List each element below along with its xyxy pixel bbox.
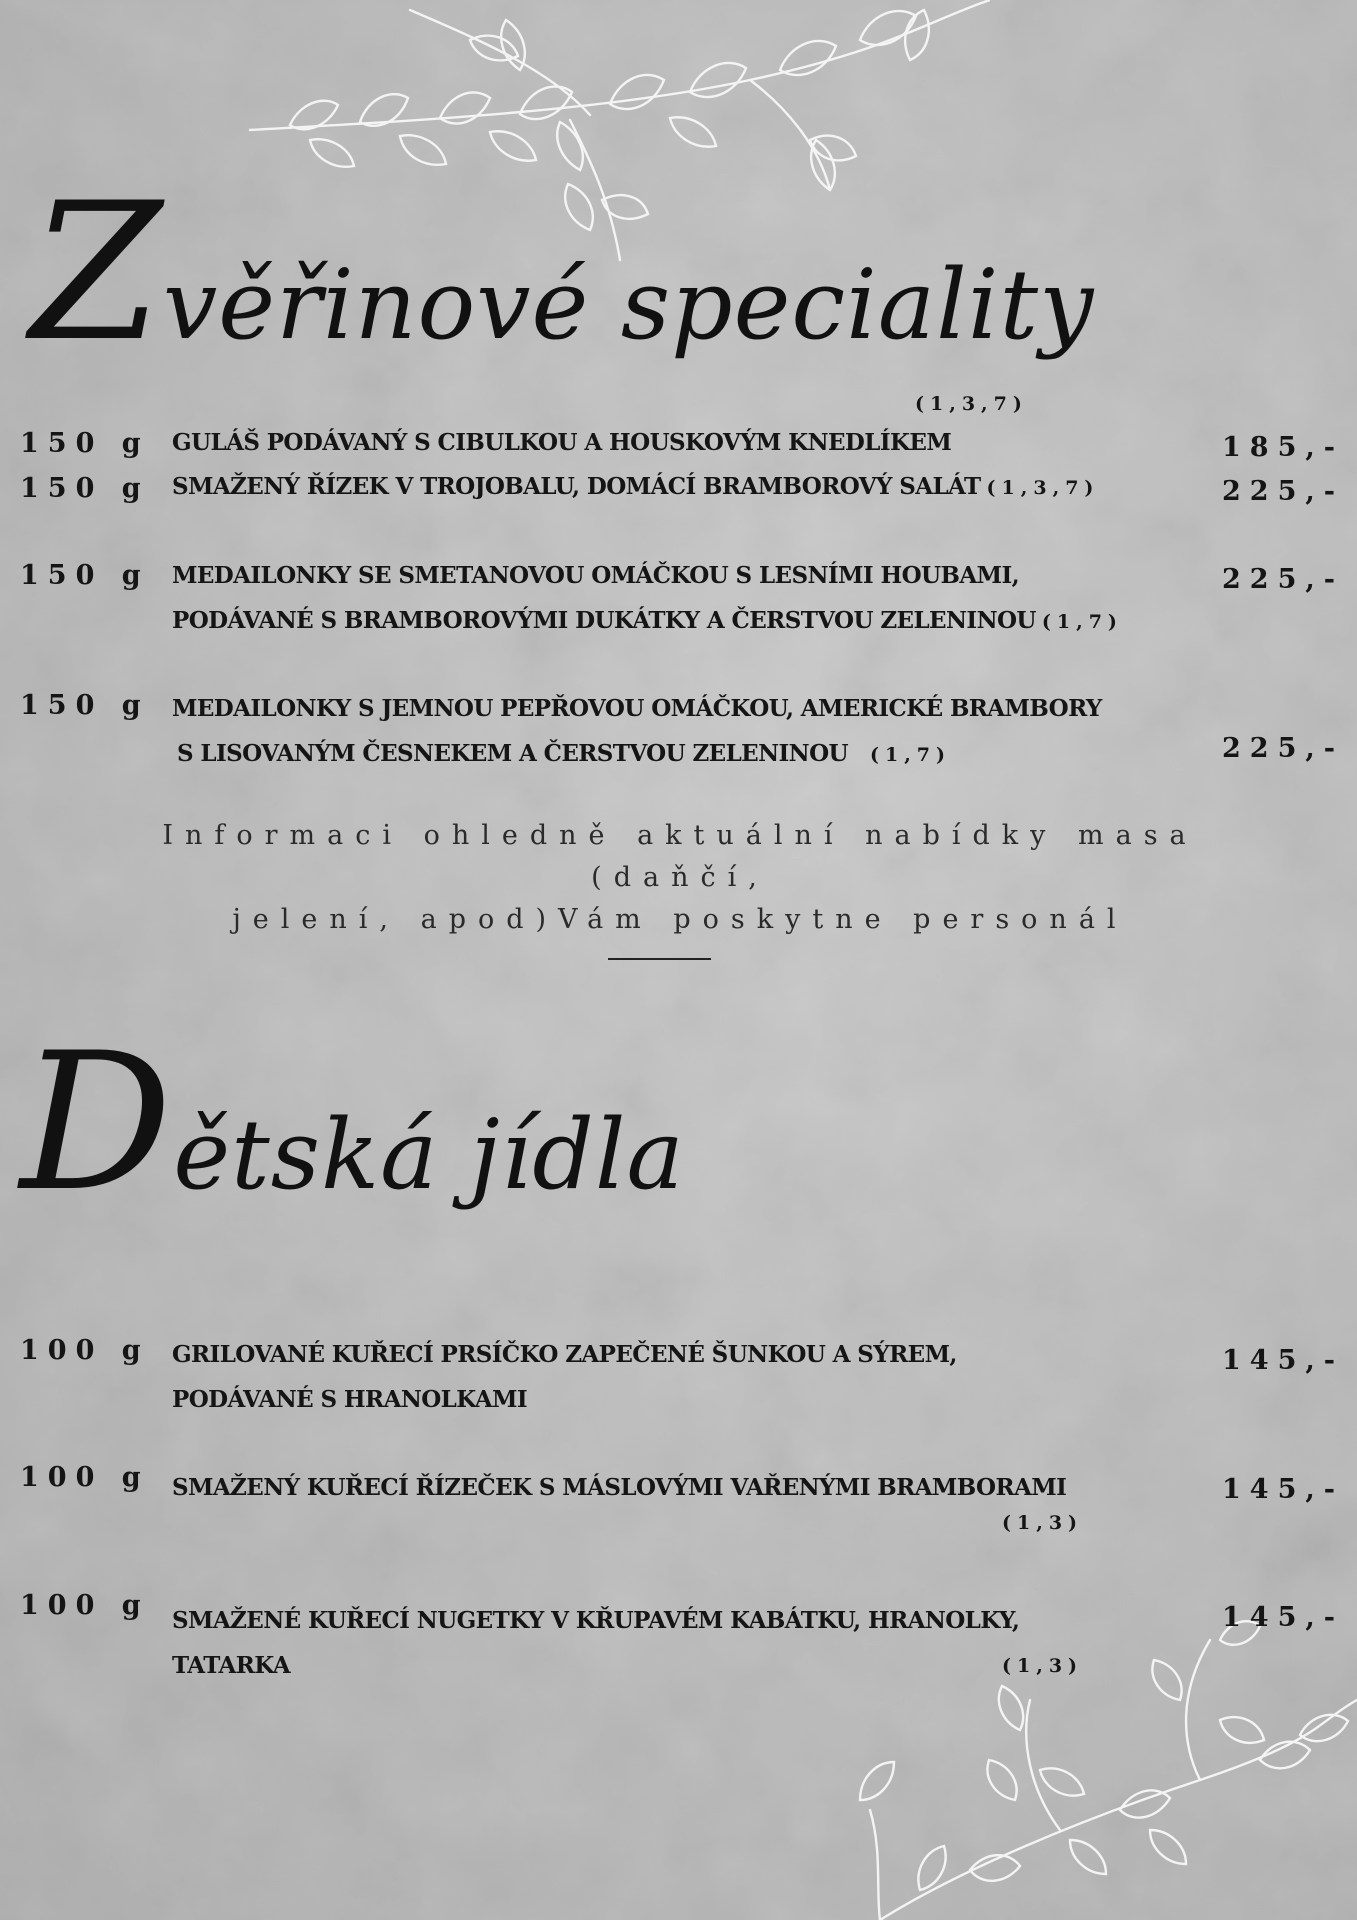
dish-name-line-1: GRILOVANÉ KUŘECÍ PRSÍČKO ZAPEČENÉ ŠUNKOU A SÝREM,	[172, 1341, 957, 1368]
title-initial: D	[20, 1012, 174, 1233]
item-weight: 150 g	[20, 560, 150, 591]
dish-name-line: PODÁVANÉ S BRAMBOROVÝMI DUKÁTKY A ČERSTVOU ZELENINOU	[172, 607, 1036, 634]
title-rest: věřinové speciality	[163, 249, 1095, 361]
note-line-2: jelení, apod)Vám poskytne personál	[232, 904, 1128, 935]
allergen-codes: (1,3)	[1002, 1655, 1084, 1677]
dish-name-line-2: TATARKA	[172, 1652, 290, 1679]
item-price: 145,-	[1222, 1602, 1344, 1633]
title-rest: ětská jídla	[173, 1099, 685, 1211]
dish-name: GULÁŠ PODÁVANÝ S CIBULKOU A HOUSKOVÝM KNEDLÍKEM	[172, 429, 952, 456]
item-price: 225,-	[1222, 564, 1344, 595]
meat-offer-note	[80, 815, 1280, 941]
item-price: 145,-	[1222, 1474, 1344, 1505]
section-title-kids-meals	[20, 1012, 685, 1233]
item-weight: 150 g	[20, 428, 150, 459]
dish-name-line-2: PODÁVANÉ S HRANOLKAMI	[172, 1386, 527, 1413]
dish-name: SMAŽENÝ KUŘECÍ ŘÍZEČEK S MÁSLOVÝMI VAŘENÝMI BRAMBORAMI	[172, 1474, 1067, 1501]
item-weight: 100 g	[20, 1590, 150, 1621]
item-price: 145,-	[1222, 1345, 1344, 1376]
leaf-branch-bottom-decoration	[820, 1620, 1357, 1920]
item-weight: 100 g	[20, 1462, 150, 1493]
dish-name	[172, 464, 1099, 511]
item-price: 225,-	[1222, 733, 1344, 764]
title-initial: Z	[30, 162, 164, 383]
allergen-codes: (1,3)	[1002, 1512, 1084, 1534]
dish-name-line-2	[177, 731, 951, 778]
allergen-codes: (1,3,7)	[986, 477, 1100, 499]
dish-name-line: SMAŽENÝ ŘÍZEK V TROJOBALU, DOMÁCÍ BRAMBOROVÝ SALÁT	[172, 473, 981, 500]
dish-name-line: S LISOVANÝM ČESNEKEM A ČERSTVOU ZELENINOU	[177, 740, 848, 767]
item-price: 225,-	[1222, 476, 1344, 507]
item-weight: 150 g	[20, 690, 150, 721]
allergen-codes: (1,7)	[869, 744, 952, 766]
allergen-codes: (1,7)	[1041, 611, 1123, 633]
item-weight: 150 g	[20, 473, 150, 504]
allergen-codes: (1,3,7)	[915, 393, 1028, 415]
dish-name-line-1: MEDAILONKY SE SMETANOVOU OMÁČKOU S LESNÍMI HOUBAMI,	[172, 562, 1020, 589]
dish-name-line-2	[172, 598, 1123, 645]
section-divider	[608, 958, 711, 960]
dish-name-line-1: MEDAILONKY S JEMNOU PEPŘOVOU OMÁČKOU, AMERICKÉ BRAMBORY	[172, 695, 1102, 722]
item-price: 185,-	[1222, 432, 1344, 463]
item-weight: 100 g	[20, 1335, 150, 1366]
note-line-1: Informaci ohledně aktuální nabídky masa (daňčí,	[162, 820, 1198, 893]
section-title-game-specialities	[30, 162, 1095, 383]
dish-name-line-1: SMAŽENÉ KUŘECÍ NUGETKY V KŘUPAVÉM KABÁTKU, HRANOLKY,	[172, 1607, 1020, 1634]
